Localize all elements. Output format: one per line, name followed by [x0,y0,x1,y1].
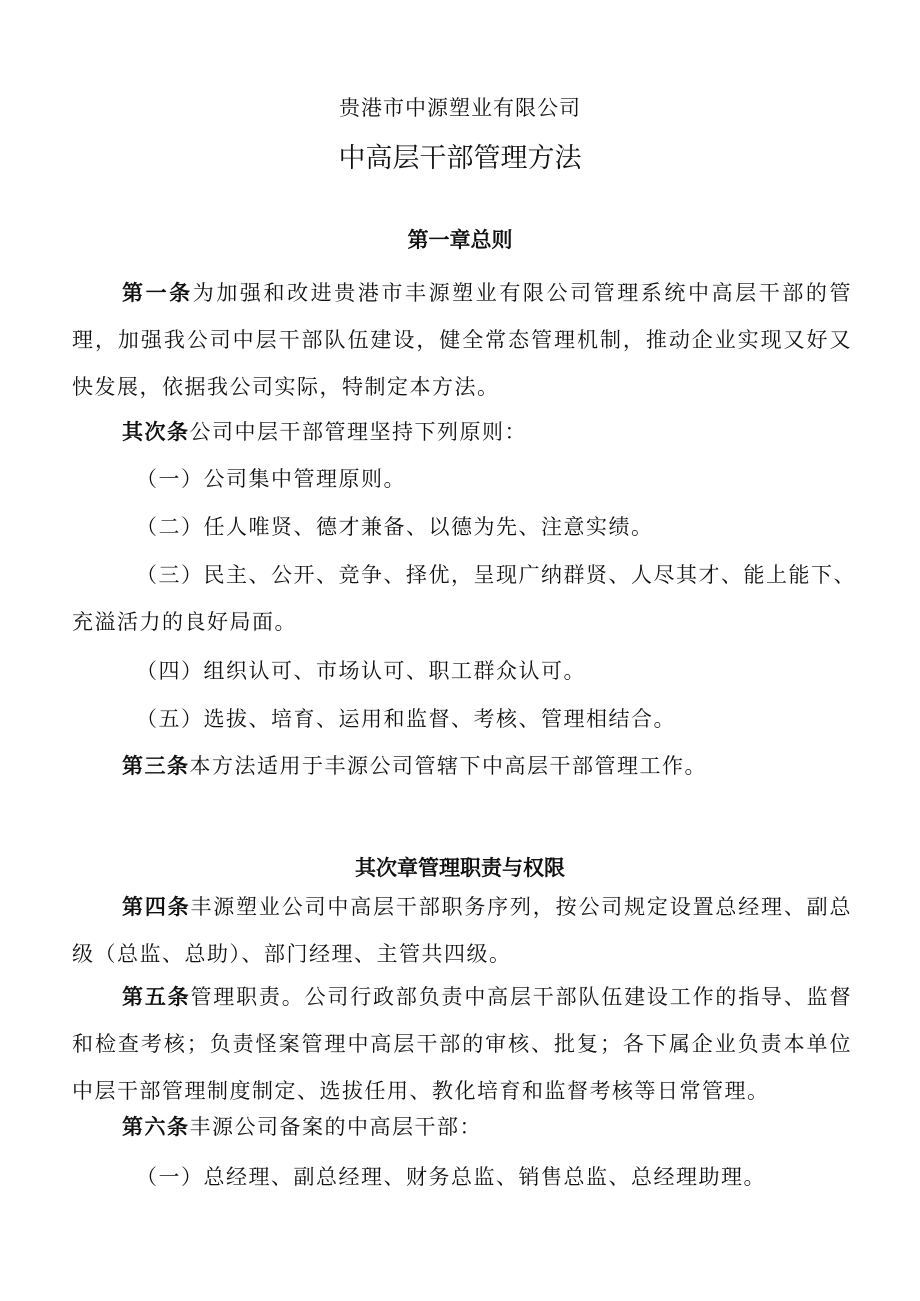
principle-item-5: （五）选拔、培育、运用和监督、考核、管理相结合。 [136,707,676,731]
article-3-label: 第三条 [122,754,190,778]
principle-item-1: （一）公司集中管理原则。 [136,467,406,491]
document-title: 中高层干部管理方法 [338,143,582,174]
article-1-text: 为加强和改进贵港市丰源塑业有限公司管理系统中高层干部的管理，加强我公司中层干部队伍建设，健全常态管理机制，推动企业实现又好又快发展，依据我公司实际，特制定本方法。 [72,281,852,399]
article-6-label: 第六条 [122,1115,190,1139]
chapter-2-heading: 其次章管理职责与权限 [355,856,565,880]
principle-item-3: （三）民主、公开、竞争、择优，呈现广纳群贤、人尽其才、能上能下、充溢活力的良好局面。 [72,563,856,634]
article-2 [72,409,852,456]
article-4 [72,884,852,978]
article-6 [72,1104,852,1151]
article-2-label: 其次条 [122,420,190,444]
article-5-label: 第五条 [122,985,191,1009]
article-2-text: 公司中层干部管理坚持下列原则： [189,420,527,444]
article-1 [72,270,852,411]
article-5-text: 管理职责。公司行政部负责中高层干部队伍建设工作的指导、监督和检查考核；负责怪案管理中高层干部的审核、批复；各下属企业负责本单位中层干部管理制度制定、选拔任用、教化培育和监督考核等日常管理。 [72,985,852,1103]
chapter-1-heading: 第一章总则 [407,228,513,252]
cadre-item-1: （一）总经理、副总经理、财务总监、销售总监、总经理助理。 [136,1165,766,1189]
article-4-text: 丰源塑业公司中高层干部职务序列，按公司规定设置总经理、副总级（总监、总助）、部门经理、主管共四级。 [72,895,852,966]
article-4-label: 第四条 [122,895,191,919]
article-3 [72,743,852,790]
article-1-label: 第一条 [122,281,193,305]
article-5 [72,974,852,1115]
article-3-text: 本方法适用于丰源公司管辖下中高层干部管理工作。 [189,754,707,778]
article-6-text: 丰源公司备案的中高层干部： [189,1115,482,1139]
company-name: 贵港市中源塑业有限公司 [339,96,581,120]
principle-item-4: （四）组织认可、市场认可、职工群众认可。 [136,659,586,683]
principle-item-2: （二）任人唯贤、德才兼备、以德为先、注意实绩。 [136,515,654,539]
